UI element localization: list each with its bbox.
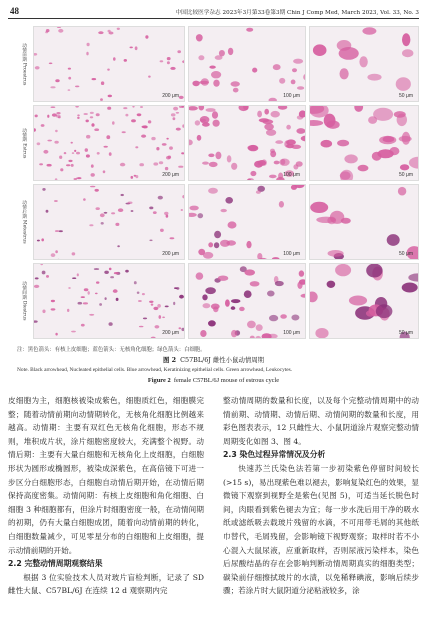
micrograph-image [310, 185, 419, 260]
micrograph-panel [33, 105, 185, 181]
row-label: 动情前期 Proestrus [21, 42, 27, 86]
page-header [8, 6, 419, 18]
micrograph-image [189, 27, 306, 102]
body-right-column [223, 394, 419, 598]
figure-caption-en [0, 377, 427, 384]
header-rule [8, 18, 419, 19]
micrograph-image [34, 106, 185, 181]
row-label: 动情后期 Metestrus [21, 200, 27, 244]
scale-bar-label: 100 μm [283, 172, 300, 178]
scale-bar-label: 50 μm [399, 251, 413, 257]
micrograph-image [34, 27, 185, 102]
scale-bar-label: 50 μm [399, 93, 413, 99]
micrograph-panel [309, 184, 419, 260]
scale-bar-label: 200 μm [162, 330, 179, 336]
caption-en-text: female C57BL/6J mouse of estrous cycle [173, 377, 280, 384]
row-label: 动情间期 Diestrus [21, 281, 27, 321]
figure-note-en: Note. Black arrowhead, Nucleated epithelial cells. Blue arrowhead, Keratinizing epithelial cells. Green arrowhead, Leukocytes. [17, 367, 293, 373]
scale-bar-label: 100 μm [283, 93, 300, 99]
body-left-column [8, 394, 204, 598]
figure-2 [17, 26, 421, 344]
micrograph-image [189, 185, 306, 260]
row-label: 动情期 Estrus [21, 127, 27, 159]
paragraph: 快速苏兰氏染色法若第一步初染紫色停留时间较长(>15 s)，易出现紫色难以褪去，影响复染红色的效果，显微镜下观察到视野全是紫色(见图 5)，可适当延长脱色时间，肉眼看到紫色褪去为宜；每一步水洗后用干净的吸水纸或滤纸吸去载玻片残留的水滴，不可用带毛屑的其他纸巾替代，毛屑残留，会影响镜下视野观察；取样时若不小心混入大鼠尿液，应重新取样，否则尿液污染样本，染色后尿酸结晶的存在会影响判断动情周期真实的细胞类型；碳染前仔细擦拭玻片的水渍，以免稀释碘液，影响后续步骤；若涂片时大鼠阴道分泌粘液较多，涂 [223, 463, 419, 596]
micrograph-image [34, 264, 185, 339]
caption-cn-label: 图 2 [162, 356, 177, 364]
paragraph: 整动情周期的数量和长度，以及每个完整动情周期中的动情前期、动情期、动情后期、动情间期的数量和长度，用彩色图表表示，12 只雌性大、小鼠阴道涂片观察完整动情周期变化如图 3、图 4。 [223, 396, 419, 446]
scale-bar-label: 200 μm [162, 93, 179, 99]
figure-caption-cn [0, 355, 427, 364]
section-heading-2-3: 2.3 染色过程异常情况及分析 [223, 450, 326, 460]
scale-bar-label: 100 μm [283, 251, 300, 257]
scale-bar-label: 200 μm [162, 172, 179, 178]
figure-note-cn: 注：黑色箭头：有核上皮细胞；蓝色箭头：无核角化细胞；绿色箭头：白细胞。 [17, 347, 206, 353]
micrograph-image [310, 27, 419, 102]
micrograph-image [34, 185, 185, 260]
scale-bar-label: 100 μm [283, 330, 300, 336]
micrograph-panel [188, 184, 306, 260]
micrograph-panel [33, 26, 185, 102]
section-heading-2-2: 2.2 完整动情周期观察结果 [8, 559, 103, 569]
caption-cn-text: C57BL/6J 雌性小鼠动情周期 [180, 356, 265, 364]
micrograph-panel [33, 263, 185, 339]
scale-bar-label: 50 μm [399, 172, 413, 178]
caption-en-label: Figure 2 [147, 377, 171, 384]
micrograph-panel [188, 105, 306, 181]
paragraph: 根据 3 位实验技术人员对玻片盲检判断，记录了 SD 雌性大鼠、C57BL/6J 在连续 12 d 观察期内完 [8, 572, 204, 596]
running-head: 中国比较医学杂志 2023年3月第33卷第3期 Chin J Comp Med, March 2023, Vol. 33, No. 3 [175, 10, 419, 16]
scale-bar-label: 50 μm [399, 330, 413, 336]
scale-bar-label: 200 μm [162, 251, 179, 257]
micrograph-panel [309, 26, 419, 102]
paragraph: 皮细胞为主，细胞核被染成紫色，细胞质红色，细胞膜完整；随着动情前期向动情期转化，无核角化细胞比例越来越高。动情期：主要有双红色无核角化细胞，形态不规则，堆积成片状，涂片细胞密度较大，充满整个视野。动情后期：主要有大量白细胞和无核角化上皮细胞，白细胞形状为圆形或椭圆形，被染成深紫色，在高倍镜下可进一步区分白细胞形态，白细胞自动情后期开始，在动情后期保持高度密集。动情间期：有核上皮细胞和角化细胞、白细胞 3 种细胞都有，但涂片时细胞密度一般，在动情间期的初期，仍有大量白细胞成团，随着向动情前期的转化，白细胞数量减少，可见零星分布的白细胞和上皮细胞，提示动情前期的开始。 [8, 396, 204, 555]
micrograph-panel [33, 184, 185, 260]
micrograph-panel [188, 26, 306, 102]
micrograph-image [189, 106, 306, 181]
micrograph-panel [188, 263, 306, 339]
micrograph-image [310, 264, 419, 339]
micrograph-image [189, 264, 306, 339]
micrograph-panel [309, 105, 419, 181]
micrograph-panel [309, 263, 419, 339]
page-number: 48 [10, 6, 19, 16]
micrograph-image [310, 106, 419, 181]
